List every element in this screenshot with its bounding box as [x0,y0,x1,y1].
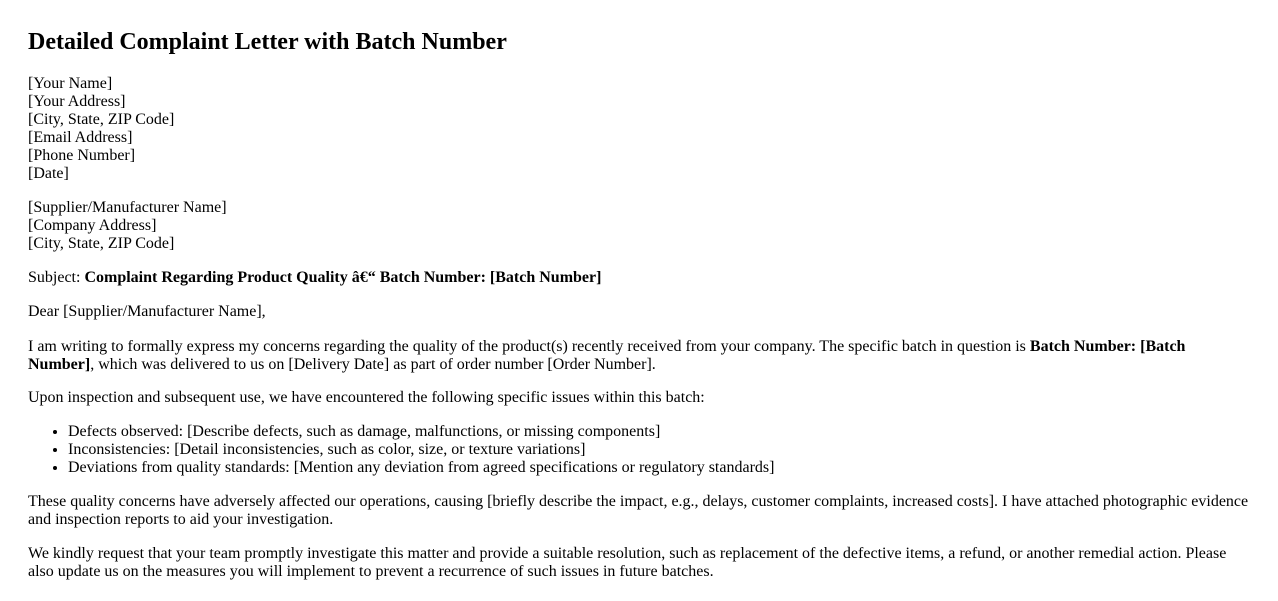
recipient-name: [Supplier/Manufacturer Name] [28,199,227,216]
sender-city-line: [City, State, ZIP Code] [28,111,175,128]
intro-text: I am writing to formally express my concerns regarding the quality of the product(s) recently received from your company. The specific batch in question is [28,338,1030,355]
impact-paragraph: These quality concerns have adversely affected our operations, causing [briefly describe the impact, e.g., delays, customer complaints, increased costs]. I have attached photographic evidence and inspection reports to aid your investigation. [28,493,1249,528]
sender-name: [Your Name] [28,75,113,92]
sender-address-line: [Your Address] [28,93,126,110]
sender-email: [Email Address] [28,129,133,146]
subject-label: Subject: [28,269,85,286]
recipient-company-address: [Company Address] [28,217,157,234]
intro-text-end: , which was delivered to us on [Delivery Date] as part of order number [Order Number]. [90,356,656,373]
list-item: • Deviations from quality standards: [Mention any deviation from agreed specifications or regulatory standards] [68,459,1250,477]
letter-date: [Date] [28,165,69,182]
subject-text: Complaint Regarding Product Quality â€“ Batch Number: [Batch Number] [84,269,602,286]
issues-list [28,423,1250,477]
list-item: • Inconsistencies: [Detail inconsistencies, such as color, size, or texture variations] [68,441,1250,459]
salutation: Dear [Supplier/Manufacturer Name], [28,303,266,320]
subject-line [28,269,1250,287]
page-title: Detailed Complaint Letter with Batch Number [28,29,507,55]
list-item: • Defects observed: [Describe defects, such as damage, malfunctions, or missing components] [68,423,1250,441]
batch-number-bold: Batch Number: [Batch Number] [28,338,1186,373]
sender-phone: [Phone Number] [28,147,136,164]
issues-intro-paragraph: Upon inspection and subsequent use, we have encountered the following specific issues within this batch: [28,389,705,406]
sender-address [28,75,1250,183]
request-paragraph: We kindly request that your team promptly investigate this matter and provide a suitable resolution, such as replacement of the defective items, a refund, or another remedial action. Please also update us on the measures you will implement to prevent a recurrence of such issues in future batches. [28,545,1227,580]
recipient-address [28,199,1250,253]
intro-paragraph [28,338,1250,374]
recipient-city-line: [City, State, ZIP Code] [28,235,175,252]
